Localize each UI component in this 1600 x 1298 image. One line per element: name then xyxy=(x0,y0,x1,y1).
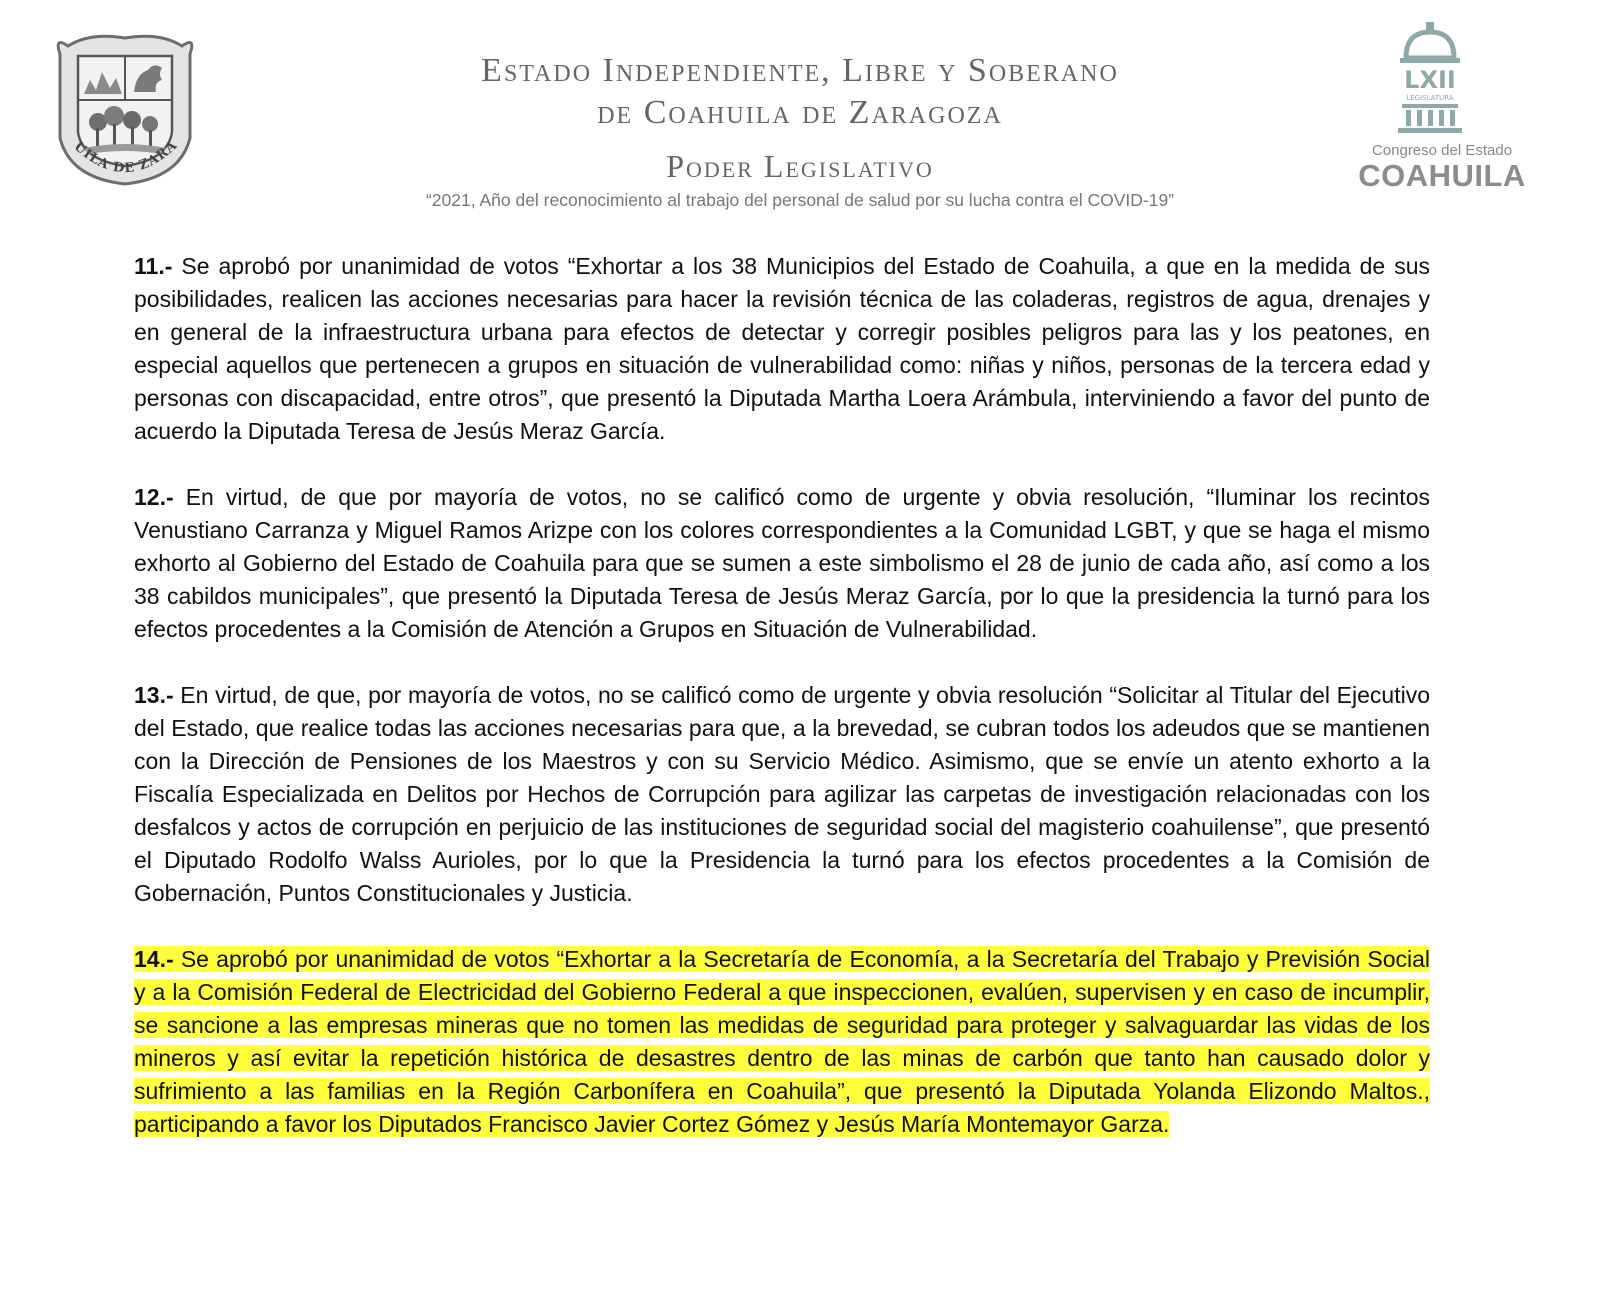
item-text-highlighted: Se aprobó por unanimidad de votos “Exhortar a la Secretaría de Economía, a la Secretaría del Trabajo y Previsión Social y a la Comisión Federal de Electricidad del Gobierno Federal a que inspeccionen, evalúen, supervisen y en caso de incumplir, se sancione a las empresas mineras que no tomen las medidas de seguridad para proteger y salvaguardar las vidas de los mineros y así evitar la repetición histórica de desastres dentro de las minas de carbón que tanto han causado dolor y sufrimiento a las familias en la Región Carbonífera en Coahuila”, que presentó la Diputada Yolanda Elizondo Maltos., participando a favor los Diputados Francisco Javier Cortez Gómez y Jesús María Montemayor Garza. xyxy=(134,946,1430,1137)
item-text: En virtud, de que por mayoría de votos, no se calificó como de urgente y obvia resolución, “Iluminar los recintos Venustiano Carranza y Miguel Ramos Arizpe con los colores correspondientes a la Comunidad LGBT, y que se haga el mismo exhorto al Gobierno del Estado de Coahuila para que se sumen a este simbolismo el 28 de junio de cada año, así como a los 38 cabildos municipales”, que presentó la Diputada Teresa de Jesús Meraz García, por lo que la presidencia la turnó para los efectos procedentes a la Comisión de Atención a Grupos en Situación de Vulnerabilidad. xyxy=(134,484,1430,642)
item-number: 12.- xyxy=(134,484,174,510)
year-motto: “2021, Año del reconocimiento al trabajo del personal de salud por su lucha contra el COVID-19” xyxy=(425,190,1175,210)
seal-text: UILA DE ZARA xyxy=(70,137,181,177)
item-number: 14.- xyxy=(134,946,174,972)
agenda-item-11 xyxy=(134,250,1430,448)
state-name-line-1: Estado Independiente, Libre y Soberano xyxy=(481,52,1119,89)
item-number: 13.- xyxy=(134,682,174,708)
congreso-coahuila-logo xyxy=(1352,18,1532,198)
document-body xyxy=(134,250,1430,1174)
agenda-item-13 xyxy=(134,679,1430,910)
item-text: En virtud, de que, por mayoría de votos, no se calificó como de urgente y obvia resolución “Solicitar al Titular del Ejecutivo del Estado, que realice todas las acciones necesarias para que, a la brevedad, se cubran todos los adeudos que se mantienen con la Dirección de Pensiones de los Maestros y con su Servicio Médico. Asimismo, que se envíe un atento exhorto a la Fiscalía Especializada en Delitos por Hechos de Corrupción para agilizar las carpetas de investigación relacionadas con los desfalcos y actos de corrupción en perjuicio de las instituciones de seguridad social del magisterio coahuilense”, que presentó el Diputado Rodolfo Walss Aurioles, por lo que la Presidencia la turnó para los efectos procedentes a la Comisión de Gobernación, Puntos Constitucionales y Justicia. xyxy=(134,682,1430,906)
state-name-line-2: de Coahuila de Zaragoza xyxy=(597,94,1003,131)
legislative-branch-title: Poder Legislativo xyxy=(666,148,934,184)
capitol-building-icon xyxy=(1370,18,1490,138)
coahuila-wordmark: COAHUILA xyxy=(1358,158,1526,193)
agenda-item-14 xyxy=(134,943,1430,1141)
legislature-caption-text: LEGISLATURA xyxy=(1406,94,1454,102)
coahuila-coat-of-arms xyxy=(50,28,200,188)
legislature-numeral-text: LXII xyxy=(1404,66,1456,94)
congreso-subtitle: Congreso del Estado xyxy=(1371,142,1513,159)
coat-of-arms-icon xyxy=(50,28,200,188)
agenda-item-12 xyxy=(134,481,1430,646)
item-text: Se aprobó por unanimidad de votos “Exhortar a los 38 Municipios del Estado de Coahuila, a que en la medida de sus posibilidades, realicen las acciones necesarias para hacer la revisión técnica de las coladeras, registros de agua, drenajes y en general de la infraestructura urbana para efectos de detectar y corregir posibles peligros para las y los peatones, en especial aquellos que pertenecen a grupos en situación de vulnerabilidad como: niñas y niños, personas de la tercera edad y personas con discapacidad, entre otros”, que presentó la Diputada Martha Loera Arámbula, interviniendo a favor del punto de acuerdo la Diputada Teresa de Jesús Meraz García. xyxy=(134,253,1430,444)
item-number: 11.- xyxy=(134,253,173,279)
page-header xyxy=(0,0,1600,220)
